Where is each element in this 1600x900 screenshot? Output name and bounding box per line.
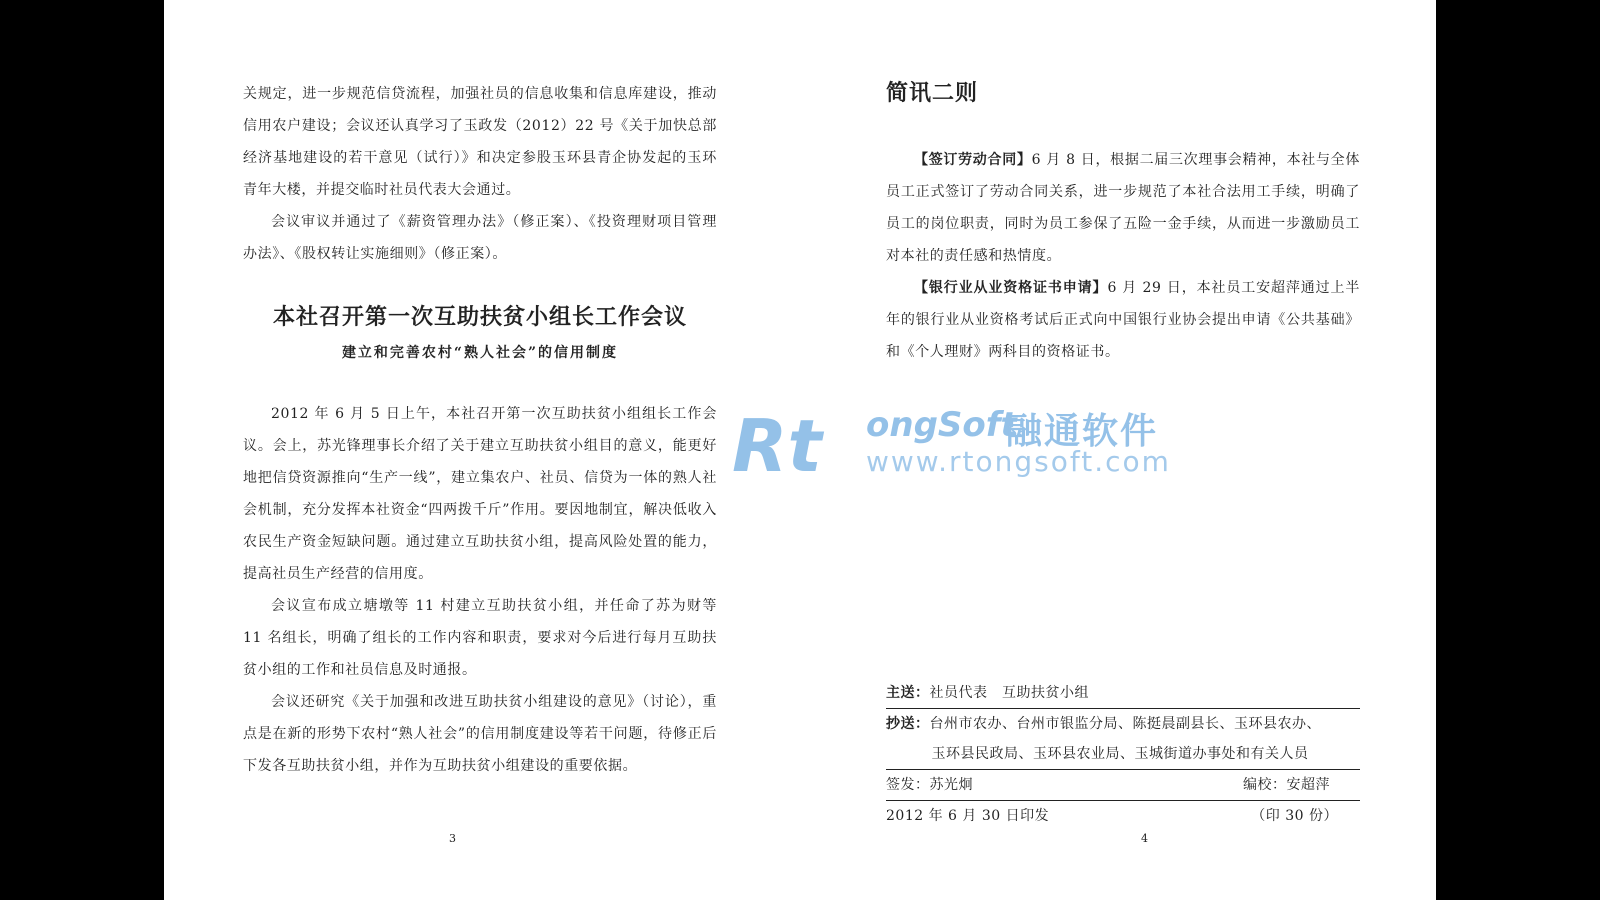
cc-line: 玉环县民政局、玉环县农业局、玉城街道办事处和有关人员 — [931, 746, 1309, 762]
news-item — [886, 144, 1360, 272]
watermark-url: www.rtongsoft.com — [866, 445, 1171, 478]
article-body — [243, 398, 723, 782]
print-row — [886, 801, 1360, 831]
distribution-footer — [886, 678, 1360, 831]
page-number: 3 — [449, 832, 456, 845]
cc-row — [886, 709, 1360, 769]
left-top-text — [243, 78, 717, 270]
left-page — [243, 0, 723, 900]
watermark-brand-cn: 融通软件 — [1006, 411, 1159, 452]
page-number: 4 — [1141, 832, 1148, 845]
article-title: 本社召开第一次互助扶贫小组长工作会议 — [272, 305, 687, 330]
section-title: 简讯二则 — [886, 81, 979, 106]
print-date: 2012 年 6 月 30 日印发 — [886, 808, 1050, 824]
news-item-text: 6 月 29 日，本社员工安超萍通过上半年的银行业从业资格考试后正式向中国银行业协会提出申请《公共基础》和《个人理财》两科目的资格证书。 — [886, 280, 1360, 360]
paragraph: 会议还研究《关于加强和改进互助扶贫小组建设的意见》（讨论），重点是在新的形势下农村“熟人社会”的信用制度建设等若干问题，待修正后下发各互助扶贫小组，并作为互助扶贫小组建设的重要依据。 — [243, 694, 717, 774]
recipients-label: 主送： — [886, 685, 930, 701]
paragraph: 会议审议并通过了《薪资管理办法》（修正案）、《投资理财项目管理办法》、《股权转让实施细则》（修正案）。 — [243, 214, 717, 262]
news-item-keyword: 【银行业从业资格证书申请】 — [914, 280, 1108, 296]
news-item-text: 6 月 8 日，根据二届三次理事会精神，本社与全体员工正式签订了劳动合同关系，进一步规范了本社合法用工手续，明确了员工的岗位职责，同时为员工参保了五险一金手续，从而进一步激励员工对本社的责任感和热情度。 — [886, 152, 1360, 264]
signer: 签发：苏光炯 — [886, 777, 973, 793]
recipients-value: 社员代表 互助扶贫小组 — [929, 685, 1089, 701]
document-spread — [164, 0, 1436, 900]
cc-values — [930, 709, 1322, 769]
paragraph: 2012 年 6 月 5 日上午，本社召开第一次互助扶贫小组组长工作会议。会上，苏光锋理事长介绍了关于建立互助扶贫小组目的意义，能更好地把信贷资源推向“生产一线”，建立集农户、社员、信贷为一体的熟人社会机制，充分发挥本社资金“四两拨千斤”作用。要因地制宜，解决低收入农民生产资金短缺问题。通过建立互助扶贫小组，提高风险处置的能力，提高社员生产经营的信用度。 — [243, 406, 717, 582]
cc-line: 台州市农办、台州市银监分局、陈挺晨副县长、玉环县农办、 — [929, 716, 1321, 732]
article-subtitle: 建立和完善农村“熟人社会”的信用制度 — [341, 345, 619, 361]
recipients-row — [886, 678, 1360, 708]
paragraph: 关规定，进一步规范信贷流程，加强社员的信息收集和信息库建设，推动信用农户建设；会议还认真学习了玉政发（2012）22 号《关于加快总部经济基地建设的若干意见（试行）》和决定参股玉环县青企协发起的玉环青年大楼，并提交临时社员代表大会通过。 — [243, 86, 717, 198]
editor: 编校：安超萍 — [1243, 777, 1330, 793]
news-items — [886, 144, 1360, 368]
signer-row — [886, 770, 1360, 800]
news-item-keyword: 【签订劳动合同】 — [914, 152, 1032, 168]
watermark-brand-en: ongSoft — [866, 405, 1017, 445]
cc-label: 抄送： — [886, 716, 930, 732]
paragraph: 会议宣布成立塘墩等 11 村建立互助扶贫小组，并任命了苏为财等 11 名组长，明确了组长的工作内容和职责，要求对今后进行每月互助扶贫小组的工作和社员信息及时通报。 — [243, 598, 723, 678]
watermark-logo-letters: Rt — [732, 405, 822, 479]
watermark-logo-icon — [730, 405, 866, 479]
print-copies: （印 30 份） — [1251, 808, 1338, 824]
right-page — [886, 0, 1360, 900]
news-item — [886, 272, 1360, 368]
